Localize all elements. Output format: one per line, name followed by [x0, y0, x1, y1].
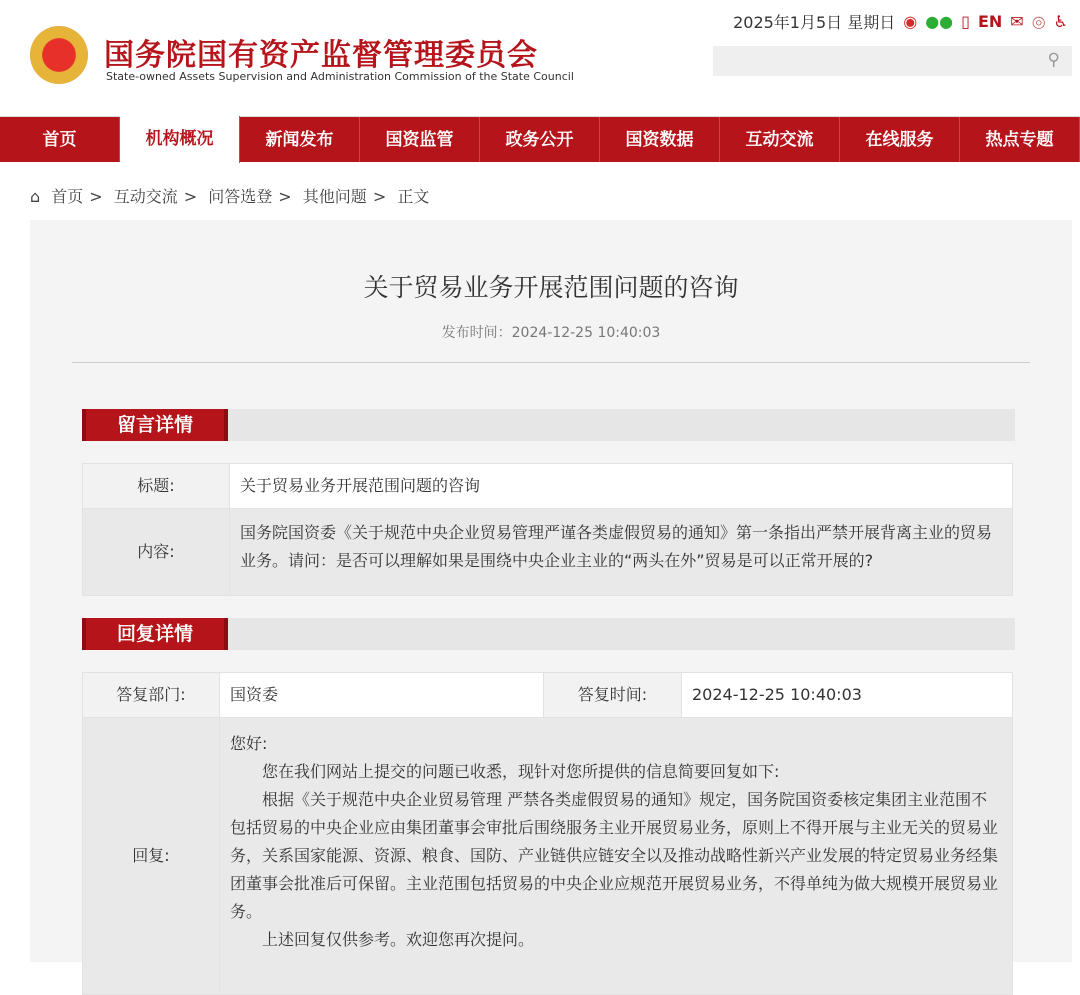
- nav-interaction[interactable]: 互动交流: [720, 117, 840, 162]
- site-title: 国务院国有资产监督管理委员会: [104, 38, 538, 73]
- breadcrumb-other[interactable]: 其他问题: [302, 187, 367, 206]
- header: [0, 0, 1080, 116]
- english-link[interactable]: EN: [977, 12, 1003, 31]
- reply-table: [82, 672, 1013, 995]
- home-icon: ⌂: [30, 187, 41, 206]
- dept-label: 答复部门:: [83, 673, 220, 718]
- dept-value: 国资委: [220, 673, 544, 718]
- weibo-icon[interactable]: ◉: [903, 12, 918, 31]
- time-label: 答复时间:: [544, 673, 682, 718]
- publish-time: 发布时间：2024-12-25 10:40:03: [441, 325, 661, 341]
- article-card: [30, 220, 1072, 962]
- breadcrumb-interaction[interactable]: 互动交流: [113, 187, 178, 206]
- reply-paragraph: 您在我们网站上提交的问题已收悉，现针对您所提供的信息简要回复如下:: [262, 762, 780, 781]
- nav-data[interactable]: 国资数据: [600, 117, 720, 162]
- nav-public-affairs[interactable]: 政务公开: [480, 117, 600, 162]
- content-value: 国务院国资委《关于规范中央企业贸易管理严谨各类虚假贸易的通知》第一条指出严禁开展背离主业的贸易业务。请问：是否可以理解如果是围绕中央企业主业的“两头在外”贸易是可以正常开展的?: [230, 509, 1013, 596]
- breadcrumb: ⌂ 首页 > 互动交流 > 问答选登 > 其他问题 > 正文: [30, 187, 430, 206]
- time-value: 2024-12-25 10:40:03: [682, 673, 1013, 718]
- page-title: 关于贸易业务开展范围问题的咨询: [363, 273, 739, 302]
- location-icon[interactable]: ◎: [1031, 12, 1046, 31]
- nav-home[interactable]: 首页: [0, 117, 120, 162]
- nav-organization[interactable]: 机构概况: [120, 116, 240, 163]
- divider: [72, 362, 1030, 363]
- reply-section-header: 回复详情: [82, 618, 1015, 650]
- breadcrumb-home[interactable]: 首页: [51, 187, 84, 206]
- nav-supervision[interactable]: 国资监管: [360, 117, 480, 162]
- content-label: 内容:: [83, 509, 230, 596]
- message-table: [82, 463, 1013, 596]
- message-section-header: 留言详情: [82, 409, 1015, 441]
- main-nav: [0, 116, 1080, 162]
- mobile-icon[interactable]: ▯: [961, 12, 970, 31]
- nav-news[interactable]: 新闻发布: [240, 117, 360, 162]
- wechat-icon[interactable]: ●●: [925, 12, 954, 31]
- reply-greeting: 您好:: [230, 734, 268, 753]
- reply-paragraph: 根据《关于规范中央企业贸易管理 严禁各类虚假贸易的通知》规定，国务院国资委核定集团主业范围不包括贸易的中央企业应由集团董事会审批后围绕服务主业开展贸易业务，原则上不得开展与主业无关的贸易业务，关系国家能源、资源、粮食、国防、产业链供应链安全以及推动战略性新兴产业发展的特定贸易业务经集团董事会批准后可保留。主业范围包括贸易的中央企业应规范开展贸易业务，不得单纯为做大规模开展贸易业务。: [230, 790, 999, 921]
- site-title-en: State-owned Assets Supervision and Administration Commission of the State Council: [106, 70, 574, 83]
- title-label: 标题:: [83, 464, 230, 509]
- reply-label: 回复:: [83, 718, 220, 995]
- nav-topics[interactable]: 热点专题: [960, 117, 1080, 162]
- breadcrumb-qa[interactable]: 问答选登: [208, 187, 273, 206]
- search-icon[interactable]: ⚲: [1047, 50, 1060, 70]
- date-text: 2025年1月5日 星期日: [733, 13, 896, 32]
- nav-services[interactable]: 在线服务: [840, 117, 960, 162]
- accessibility-icon[interactable]: ♿: [1053, 12, 1068, 31]
- reply-paragraph: 上述回复仅供参考。欢迎您再次提问。: [262, 930, 535, 949]
- breadcrumb-current: 正文: [397, 187, 430, 206]
- mail-icon[interactable]: ✉: [1010, 12, 1024, 31]
- title-value: 关于贸易业务开展范围问题的咨询: [230, 464, 1013, 509]
- reply-body: [220, 718, 1013, 995]
- national-emblem-logo: [30, 26, 88, 84]
- search-input[interactable]: [713, 46, 1072, 76]
